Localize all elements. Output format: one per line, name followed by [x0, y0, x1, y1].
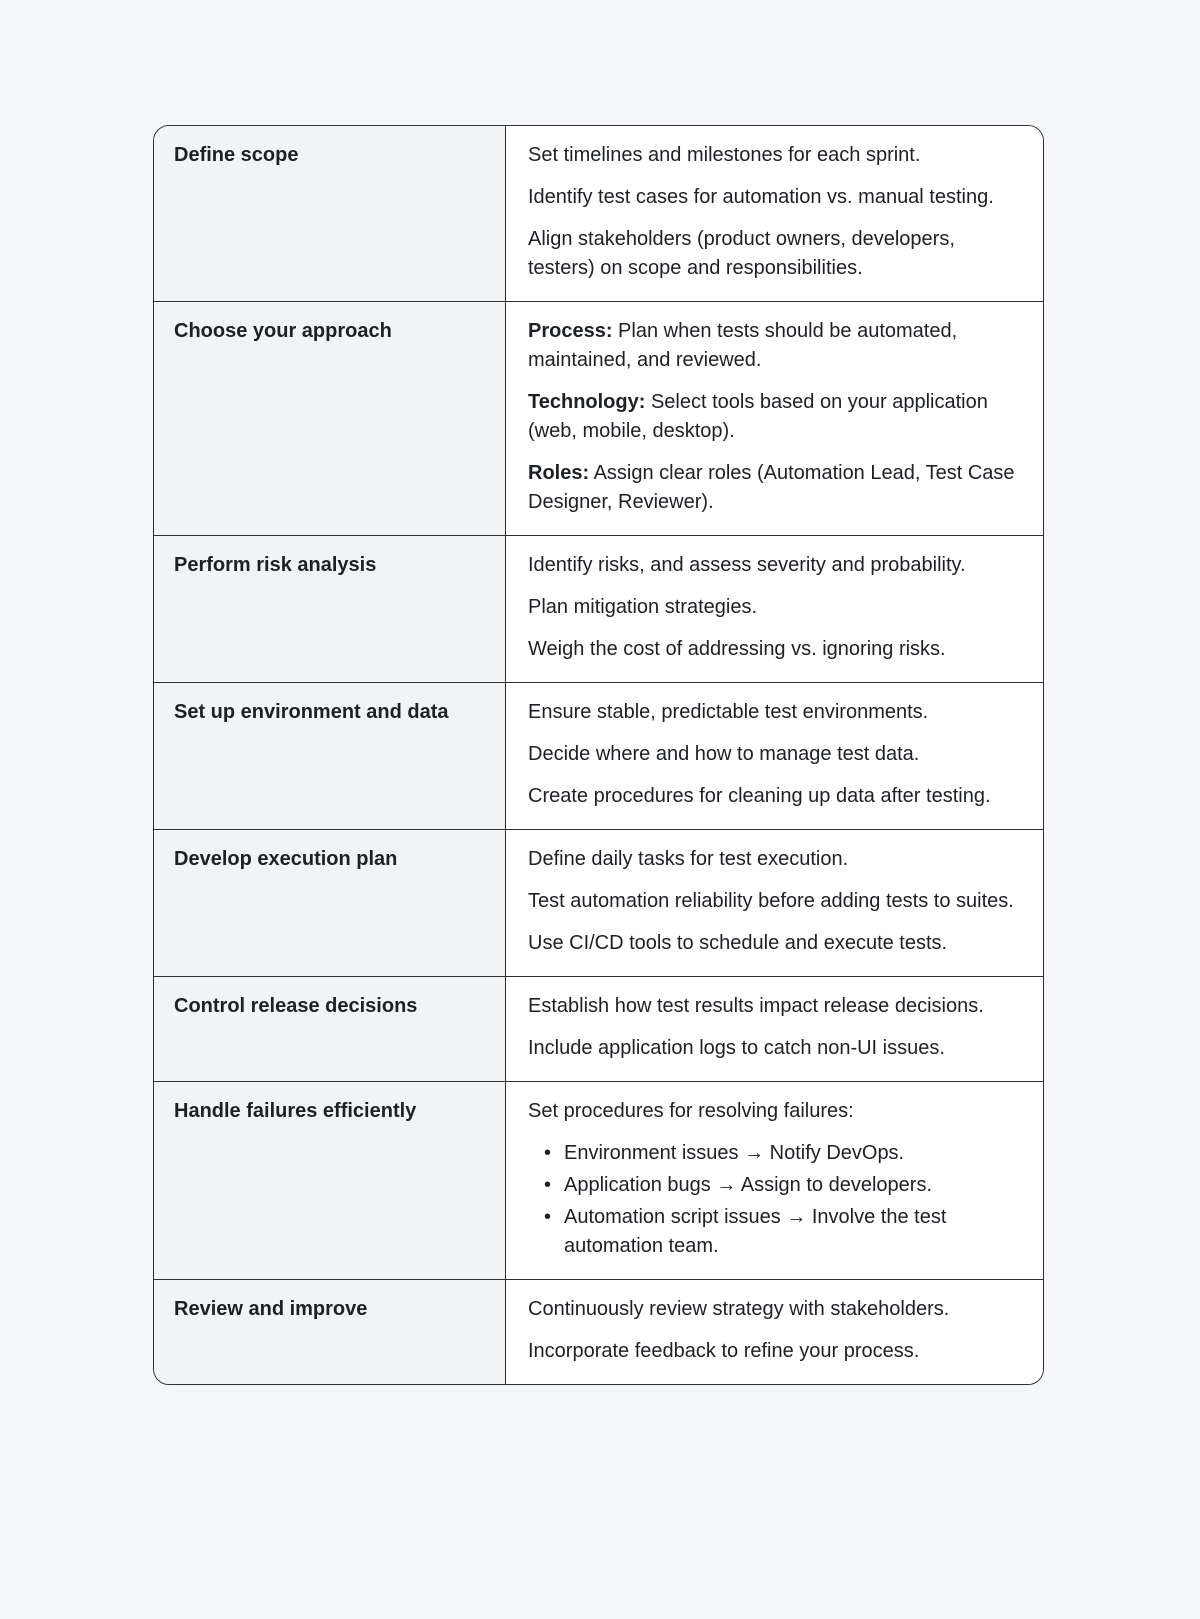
bullet-item: [544, 1139, 1019, 1168]
bullet-text: Environment issues → Notify DevOps.: [564, 1142, 905, 1164]
row-content-cell: [506, 1280, 1043, 1384]
row-label: Handle failures efficiently: [174, 1100, 417, 1122]
content-paragraph: [528, 845, 1019, 874]
table-row: [154, 976, 1043, 1081]
row-label: Define scope: [174, 144, 299, 166]
row-label-cell: [154, 302, 506, 535]
content-paragraph: [528, 225, 1019, 283]
paragraph-text: Identify test cases for automation vs. manual testing.: [528, 186, 994, 208]
row-label-cell: [154, 1082, 506, 1279]
row-label: Perform risk analysis: [174, 554, 377, 576]
bullet-icon: •: [544, 1174, 552, 1196]
row-content-cell: [506, 1082, 1043, 1279]
row-label: Review and improve: [174, 1298, 368, 1320]
paragraph-text: Set procedures for resolving failures:: [528, 1100, 854, 1122]
row-label-cell: [154, 977, 506, 1081]
content-paragraph: [528, 593, 1019, 622]
paragraph-text: Weigh the cost of addressing vs. ignoring risks.: [528, 638, 946, 660]
content-paragraph: [528, 388, 1019, 446]
paragraph-text: Continuously review strategy with stakeholders.: [528, 1298, 950, 1320]
bullet-item: [544, 1203, 1019, 1261]
paragraph-text: Create procedures for cleaning up data after testing.: [528, 785, 991, 807]
row-label: Set up environment and data: [174, 701, 449, 723]
row-label: Choose your approach: [174, 320, 392, 342]
paragraph-text: Decide where and how to manage test data.: [528, 743, 920, 765]
row-content-cell: [506, 126, 1043, 301]
content-paragraph: [528, 929, 1019, 958]
content-paragraph: [528, 698, 1019, 727]
row-content-cell: [506, 977, 1043, 1081]
paragraph-text: Plan when tests should be automated, maintained, and reviewed.: [528, 320, 958, 371]
content-paragraph: [528, 459, 1019, 517]
table-row: [154, 1279, 1043, 1384]
content-paragraph: [528, 782, 1019, 811]
paragraph-text: Include application logs to catch non-UI issues.: [528, 1037, 945, 1059]
row-label-cell: [154, 1280, 506, 1384]
paragraph-text: Establish how test results impact release decisions.: [528, 995, 984, 1017]
bullet-list: [528, 1139, 1019, 1261]
paragraph-lead: Technology:: [528, 391, 646, 413]
paragraph-text: Align stakeholders (product owners, developers, testers) on scope and responsibilities.: [528, 228, 955, 279]
paragraph-text: Define daily tasks for test execution.: [528, 848, 849, 870]
paragraph-text: Use CI/CD tools to schedule and execute tests.: [528, 932, 948, 954]
row-label-cell: [154, 536, 506, 682]
bullet-icon: •: [544, 1142, 552, 1164]
paragraph-lead: Process:: [528, 320, 613, 342]
content-paragraph: [528, 1337, 1019, 1366]
content-paragraph: [528, 1097, 1019, 1126]
row-label-cell: [154, 830, 506, 976]
row-label-cell: [154, 683, 506, 829]
row-label: Control release decisions: [174, 995, 418, 1017]
paragraph-lead: Roles:: [528, 462, 590, 484]
bullet-icon: •: [544, 1206, 552, 1228]
content-paragraph: [528, 1295, 1019, 1324]
paragraph-text: Assign clear roles (Automation Lead, Test Case Designer, Reviewer).: [528, 462, 1015, 513]
row-label-cell: [154, 126, 506, 301]
content-paragraph: [528, 551, 1019, 580]
row-content-cell: [506, 302, 1043, 535]
table-row: [154, 682, 1043, 829]
content-paragraph: [528, 887, 1019, 916]
paragraph-text: Identify risks, and assess severity and probability.: [528, 554, 966, 576]
content-paragraph: [528, 183, 1019, 212]
content-paragraph: [528, 635, 1019, 664]
row-content-cell: [506, 536, 1043, 682]
content-paragraph: [528, 141, 1019, 170]
paragraph-text: Select tools based on your application (web, mobile, desktop).: [528, 391, 988, 442]
table-row: [154, 126, 1043, 301]
table-row: [154, 829, 1043, 976]
bullet-text: Application bugs → Assign to developers.: [564, 1174, 932, 1196]
bullet-item: [544, 1171, 1019, 1200]
paragraph-text: Set timelines and milestones for each sprint.: [528, 144, 921, 166]
row-label: Develop execution plan: [174, 848, 398, 870]
paragraph-text: Incorporate feedback to refine your process.: [528, 1340, 920, 1362]
table-row: [154, 535, 1043, 682]
content-paragraph: [528, 992, 1019, 1021]
content-paragraph: [528, 1034, 1019, 1063]
table-row: [154, 301, 1043, 535]
bullet-text: Automation script issues → Involve the test automation team.: [564, 1206, 947, 1257]
content-paragraph: [528, 317, 1019, 375]
strategy-table: [153, 125, 1044, 1385]
row-content-cell: [506, 830, 1043, 976]
paragraph-text: Plan mitigation strategies.: [528, 596, 758, 618]
paragraph-text: Ensure stable, predictable test environments.: [528, 701, 929, 723]
paragraph-text: Test automation reliability before adding tests to suites.: [528, 890, 1014, 912]
table-row: [154, 1081, 1043, 1279]
content-paragraph: [528, 740, 1019, 769]
row-content-cell: [506, 683, 1043, 829]
